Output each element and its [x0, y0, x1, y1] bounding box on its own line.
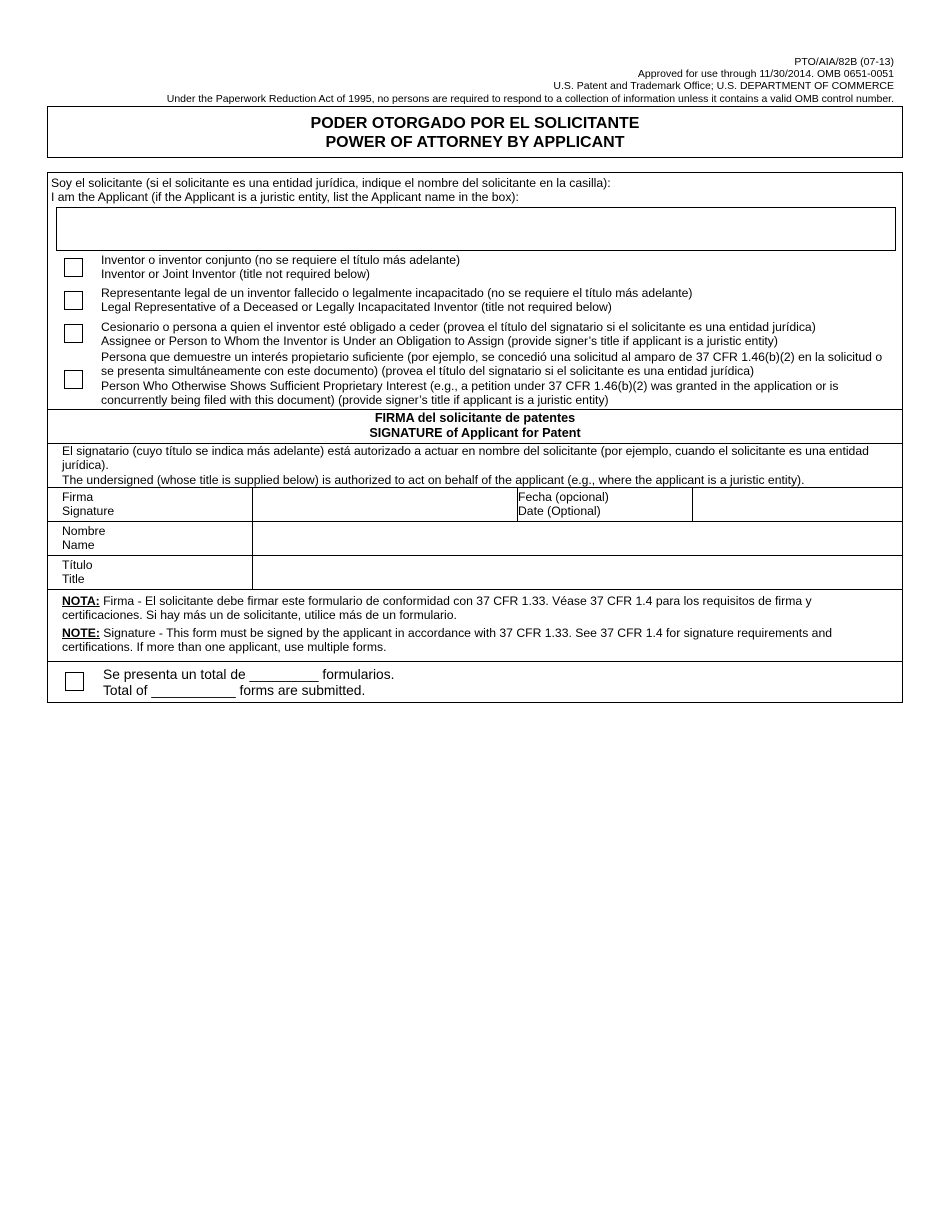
option-line: Inventor or Joint Inventor (title not required below): [101, 267, 370, 282]
authorization-statement: [62, 444, 897, 487]
name-label-english: Name: [62, 538, 95, 553]
title-label-english: Title: [62, 572, 85, 587]
option-line: Cesionario o persona a quien el inventor esté obligado a ceder (provea el título del signatario si el solicitante es una entidad jurídica): [101, 320, 816, 334]
authorization-spanish-1: El signatario (cuyo título se indica más adelante) está autorizado a actuar en nombre del solicitante (por ejemplo, cuando el solicitante es una entidad: [62, 444, 869, 458]
applicant-name-field[interactable]: [56, 207, 896, 251]
signature-label: [62, 490, 114, 519]
applicant-form: [47, 172, 903, 703]
nota-text-1: Firma - El solicitante debe firmar este formulario de conformidad con 37 CFR 1.33. Véase 37 CFR 1.4 para los requisitos de firma y: [99, 594, 812, 608]
instructions-english: I am the Applicant (if the Applicant is a juristic entity, list the Applicant name in the box):: [51, 190, 519, 205]
assignee-checkbox[interactable]: [64, 324, 83, 343]
option-inventor: [101, 253, 901, 282]
signature-label-spanish: Firma: [62, 490, 94, 504]
title-field[interactable]: [253, 556, 901, 589]
instructions-spanish: Soy el solicitante (si el solicitante es una entidad jurídica, indique el nombre del solicitante en la casilla):: [51, 176, 611, 190]
total-forms-english: Total of ___________ forms are submitted.: [103, 683, 366, 698]
omb-approval: Approved for use through 11/30/2014. OMB 0651-0051: [637, 68, 894, 81]
title-spanish: PODER OTORGADO POR EL SOLICITANTE: [310, 115, 640, 132]
nota-spanish: [62, 594, 897, 623]
option-line: se presenta simultáneamente con este documento) (provea el título del signatario si el solicitante es una entidad jurídica): [101, 364, 755, 379]
paperwork-notice: Under the Paperwork Reduction Act of 1995, no persons are required to respond to a collection of information unless it contains a valid OMB control number.: [166, 92, 894, 105]
option-line: concurrently being filed with this document) (provide signer’s title if applicant is a juristic entity): [101, 393, 609, 408]
option-line: Inventor o inventor conjunto (no se requiere el título más adelante): [101, 253, 461, 267]
proprietary-interest-checkbox[interactable]: [64, 370, 83, 389]
title-english: POWER OF ATTORNEY BY APPLICANT: [325, 134, 625, 151]
column-divider: [517, 487, 518, 522]
option-line: Legal Representative of a Deceased or Legally Incapacitated Inventor (title not required below): [101, 300, 612, 315]
option-line: Representante legal de un inventor fallecido o legalmente incapacitado (no se requiere el título más adelante): [101, 286, 693, 300]
date-label: [518, 490, 609, 519]
divider: [48, 589, 902, 590]
name-label: [62, 524, 105, 553]
title-label-spanish: Título: [62, 558, 93, 572]
office-name: U.S. Patent and Trademark Office; U.S. DEPARTMENT OF COMMERCE: [553, 80, 894, 93]
option-line: Person Who Otherwise Shows Sufficient Proprietary Interest (e.g., a petition under 37 CFR 1.46(b)(2) was granted in the application or is: [101, 378, 839, 393]
total-forms-spanish: Se presenta un total de _________ formularios.: [103, 667, 395, 682]
signature-field[interactable]: [253, 488, 517, 521]
note-text-1: Signature - This form must be signed by the applicant in accordance with 37 CFR 1.33. See 37 CFR 1.4 for signature requirements and: [99, 626, 833, 640]
name-field[interactable]: [253, 522, 901, 555]
note-text-2: certifications. If more than one applicant, use multiple forms.: [62, 640, 387, 655]
applicant-instructions: [51, 176, 611, 205]
total-forms-statement: [103, 667, 394, 699]
authorization-english: The undersigned (whose title is supplied below) is authorized to act on behalf of the applicant (e.g., where the applicant is a juristic entity).: [62, 472, 805, 487]
option-assignee: [101, 320, 901, 349]
signature-heading: [48, 411, 902, 440]
date-field[interactable]: [693, 488, 901, 521]
signature-label-english: Signature: [62, 504, 115, 519]
inventor-checkbox[interactable]: [64, 258, 83, 277]
note-english: [62, 626, 897, 655]
note-label: NOTE:: [62, 626, 100, 640]
divider: [48, 661, 902, 662]
legal-representative-checkbox[interactable]: [64, 291, 83, 310]
signature-heading-english: SIGNATURE of Applicant for Patent: [369, 425, 581, 440]
name-label-spanish: Nombre: [62, 524, 106, 538]
title-label: [62, 558, 92, 587]
form-id: PTO/AIA/82B (07-13): [794, 56, 894, 68]
signature-heading-spanish: FIRMA del solicitante de patentes: [374, 411, 576, 425]
option-legal-representative: [101, 286, 901, 315]
column-divider: [692, 487, 693, 522]
date-label-english: Date (Optional): [518, 504, 601, 519]
nota-text-2: certificaciones. Si hay más un de solicitante, utilice más de un formulario.: [62, 608, 457, 623]
authorization-spanish-2: jurídica).: [62, 458, 109, 473]
divider: [48, 409, 902, 410]
option-line: Persona que demuestre un interés propietario suficiente (por ejemplo, se concedió una solicitud al amparo de 37 CFR 1.46(b)(2) en la solicitud o: [101, 350, 883, 364]
total-forms-checkbox[interactable]: [65, 672, 84, 691]
option-line: Assignee or Person to Whom the Inventor is Under an Obligation to Assign (provide signer’s title if applicant is a juristic entity): [101, 334, 778, 349]
option-proprietary-interest: [101, 350, 901, 408]
title-box: [47, 106, 903, 158]
nota-label: NOTA:: [62, 594, 100, 608]
form-header: [40, 56, 894, 105]
date-label-spanish: Fecha (opcional): [518, 490, 609, 504]
